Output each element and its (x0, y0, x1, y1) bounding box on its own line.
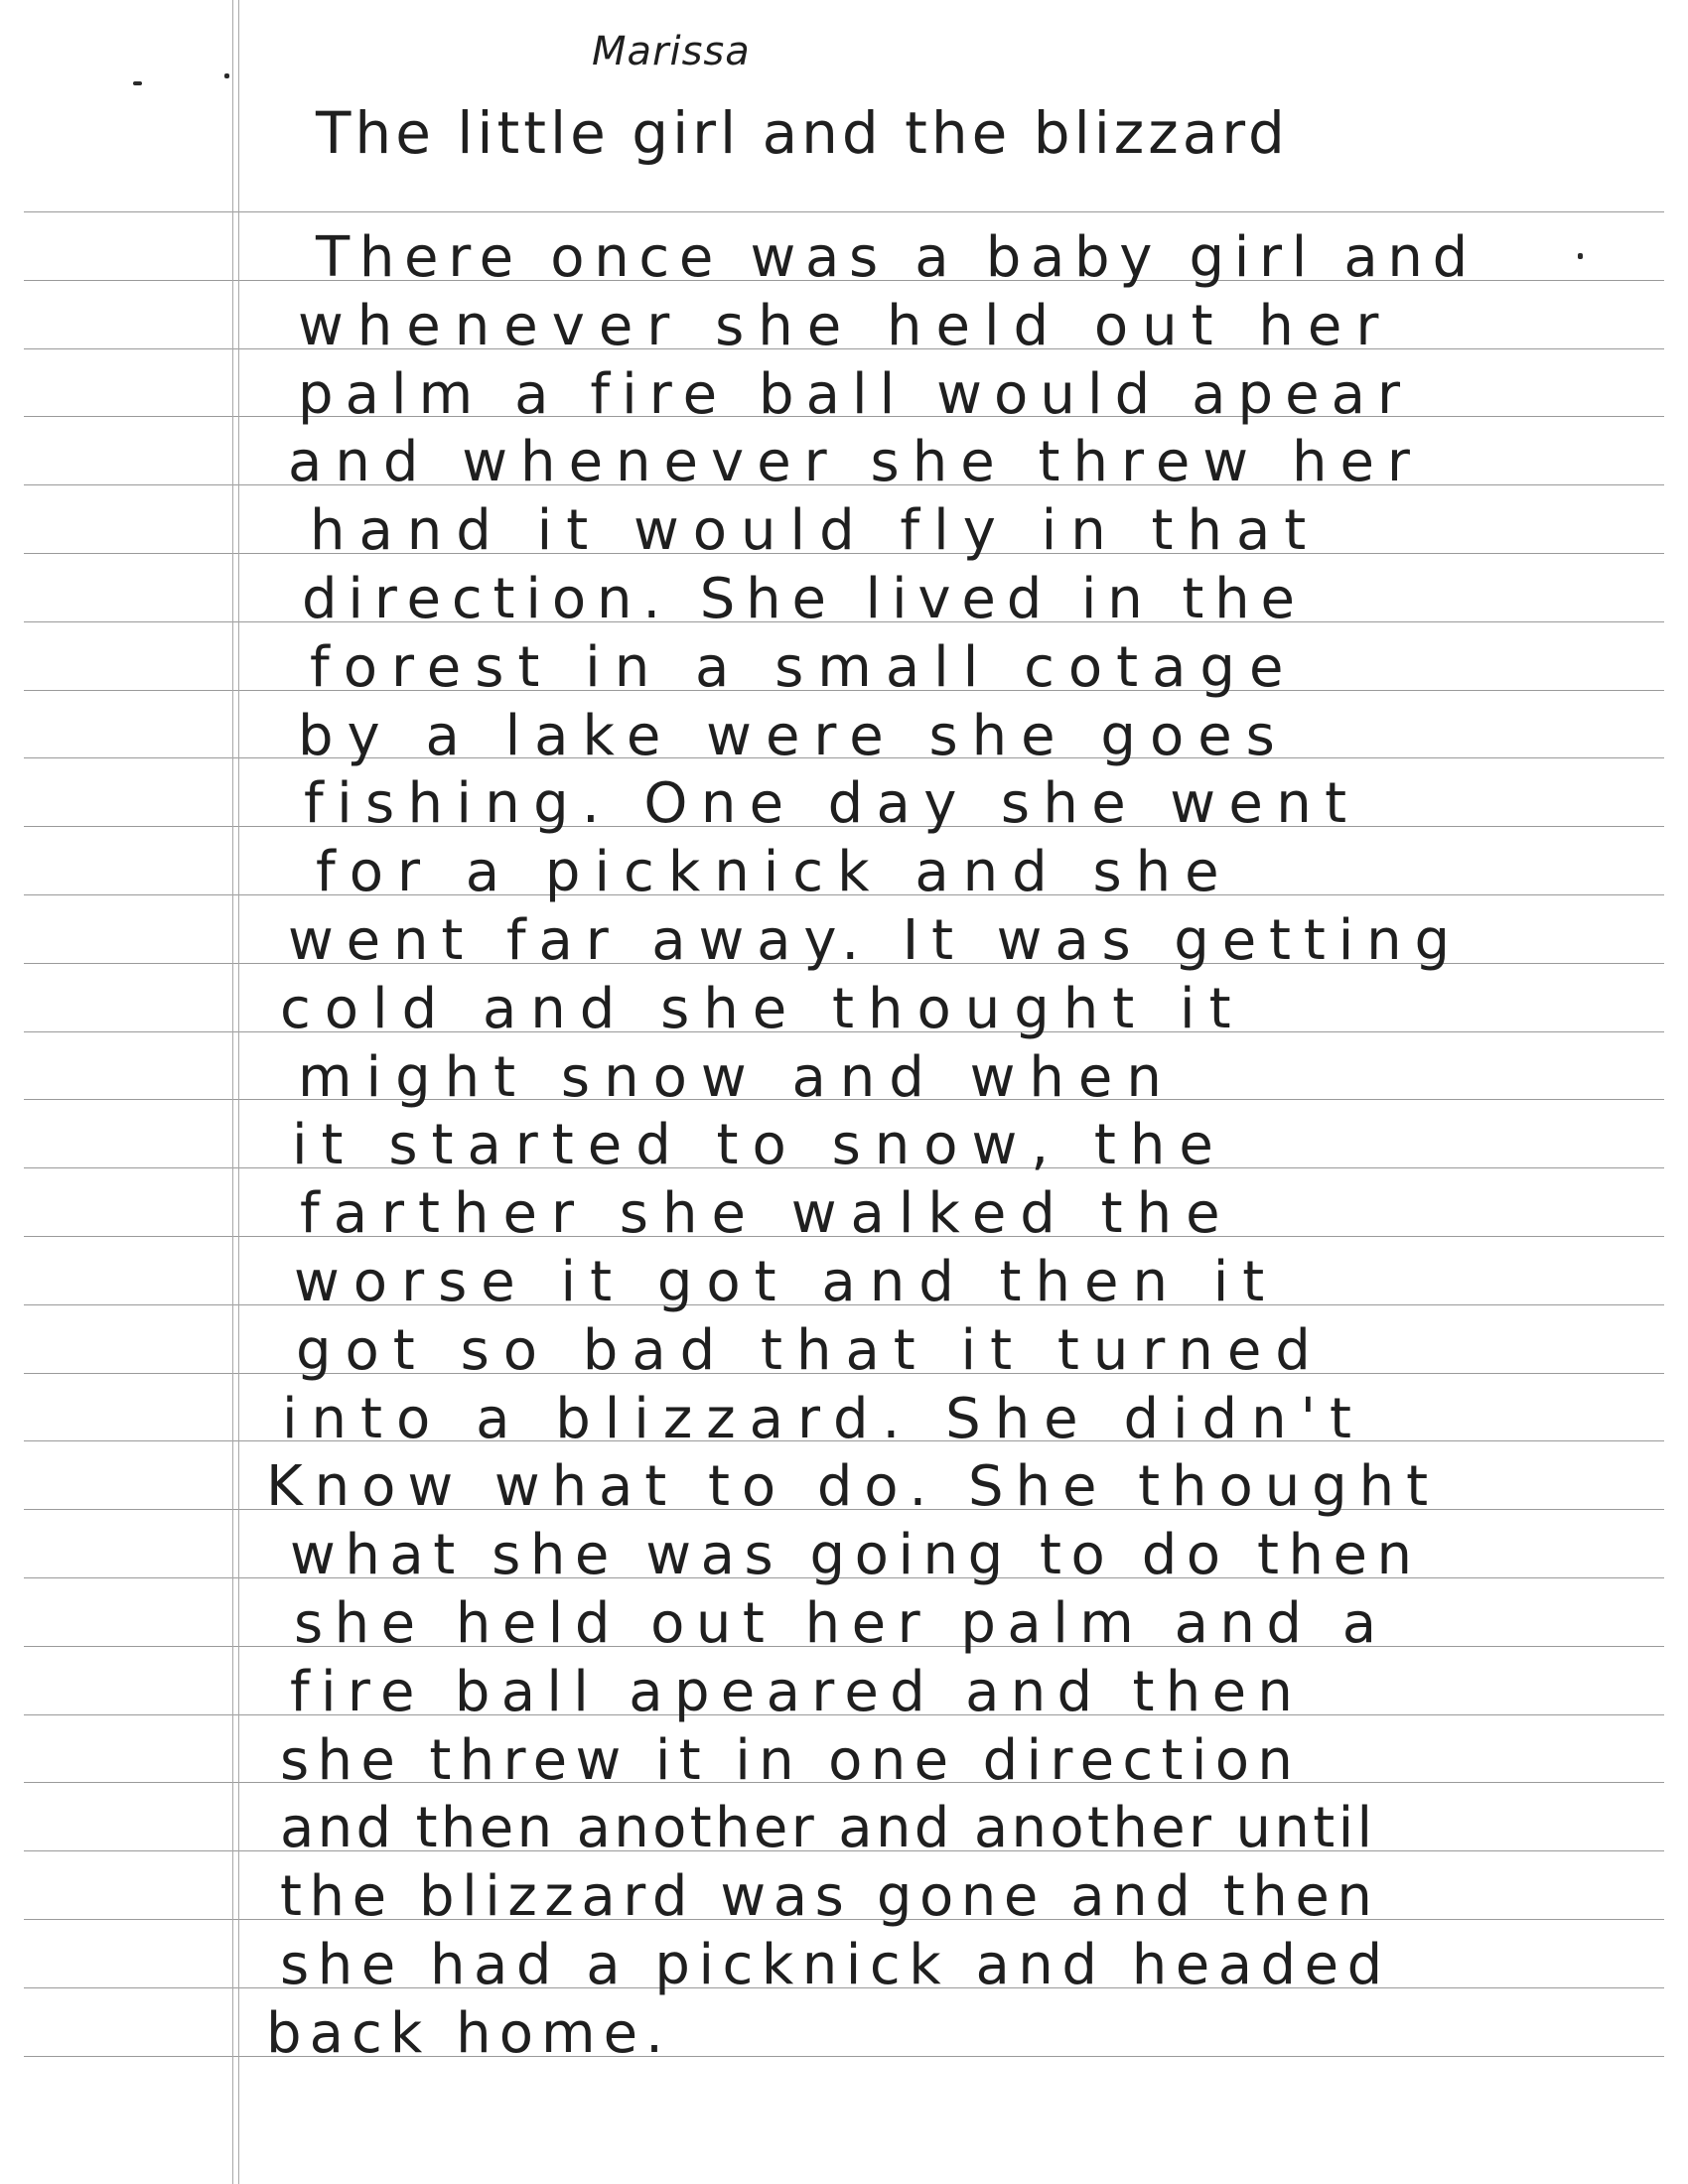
pencil-mark (224, 73, 229, 78)
story-line: and whenever she threw her (288, 430, 1423, 494)
story-line: back home. (266, 2001, 672, 2066)
story-line: the blizzard was gone and then (280, 1864, 1380, 1929)
margin-line-left (232, 0, 233, 2184)
story-line: for a picknick and she (316, 840, 1233, 904)
story-line: cold and she thought it (280, 977, 1245, 1041)
story-line: she held out her palm and a (294, 1591, 1388, 1656)
margin-line-right (238, 0, 239, 2184)
story-line: she had a picknick and headed (280, 1933, 1391, 1997)
story-line: into a blizzard. She didn't (282, 1387, 1365, 1451)
story-line: she threw it in one direction (280, 1728, 1302, 1793)
story-line: Know what to do. She thought (266, 1454, 1440, 1519)
story-line: direction. She lived in the (302, 567, 1306, 631)
story-line: whenever she held out her (298, 294, 1393, 358)
story-line: by a lake were she goes (298, 704, 1289, 768)
story-line: worse it got and then it (294, 1250, 1279, 1314)
ruled-line (24, 211, 1664, 212)
story-line: palm a fire ball would apear (298, 362, 1413, 427)
story-line: There once was a baby girl and (316, 225, 1477, 290)
story-line: hand it would fly in that (310, 498, 1321, 563)
pencil-mark (133, 81, 142, 85)
story-line: it started to snow, the (292, 1113, 1227, 1177)
story-line: what she was going to do then (290, 1523, 1422, 1587)
story-line: might snow and when (298, 1045, 1176, 1110)
story-line: got so bad that it turned (296, 1318, 1325, 1383)
story-line: fishing. One day she went (304, 771, 1360, 836)
story-line: and then another and another until (280, 1796, 1376, 1860)
story-title: The little girl and the blizzard (316, 99, 1289, 167)
pencil-mark (1578, 253, 1583, 259)
story-line: went far away. It was getting (288, 908, 1463, 973)
story-line: farther she walked the (300, 1181, 1234, 1246)
story-line: forest in a small cotage (310, 635, 1298, 700)
author-name: Marissa (592, 29, 751, 74)
story-line: fire ball apeared and then (290, 1660, 1305, 1724)
